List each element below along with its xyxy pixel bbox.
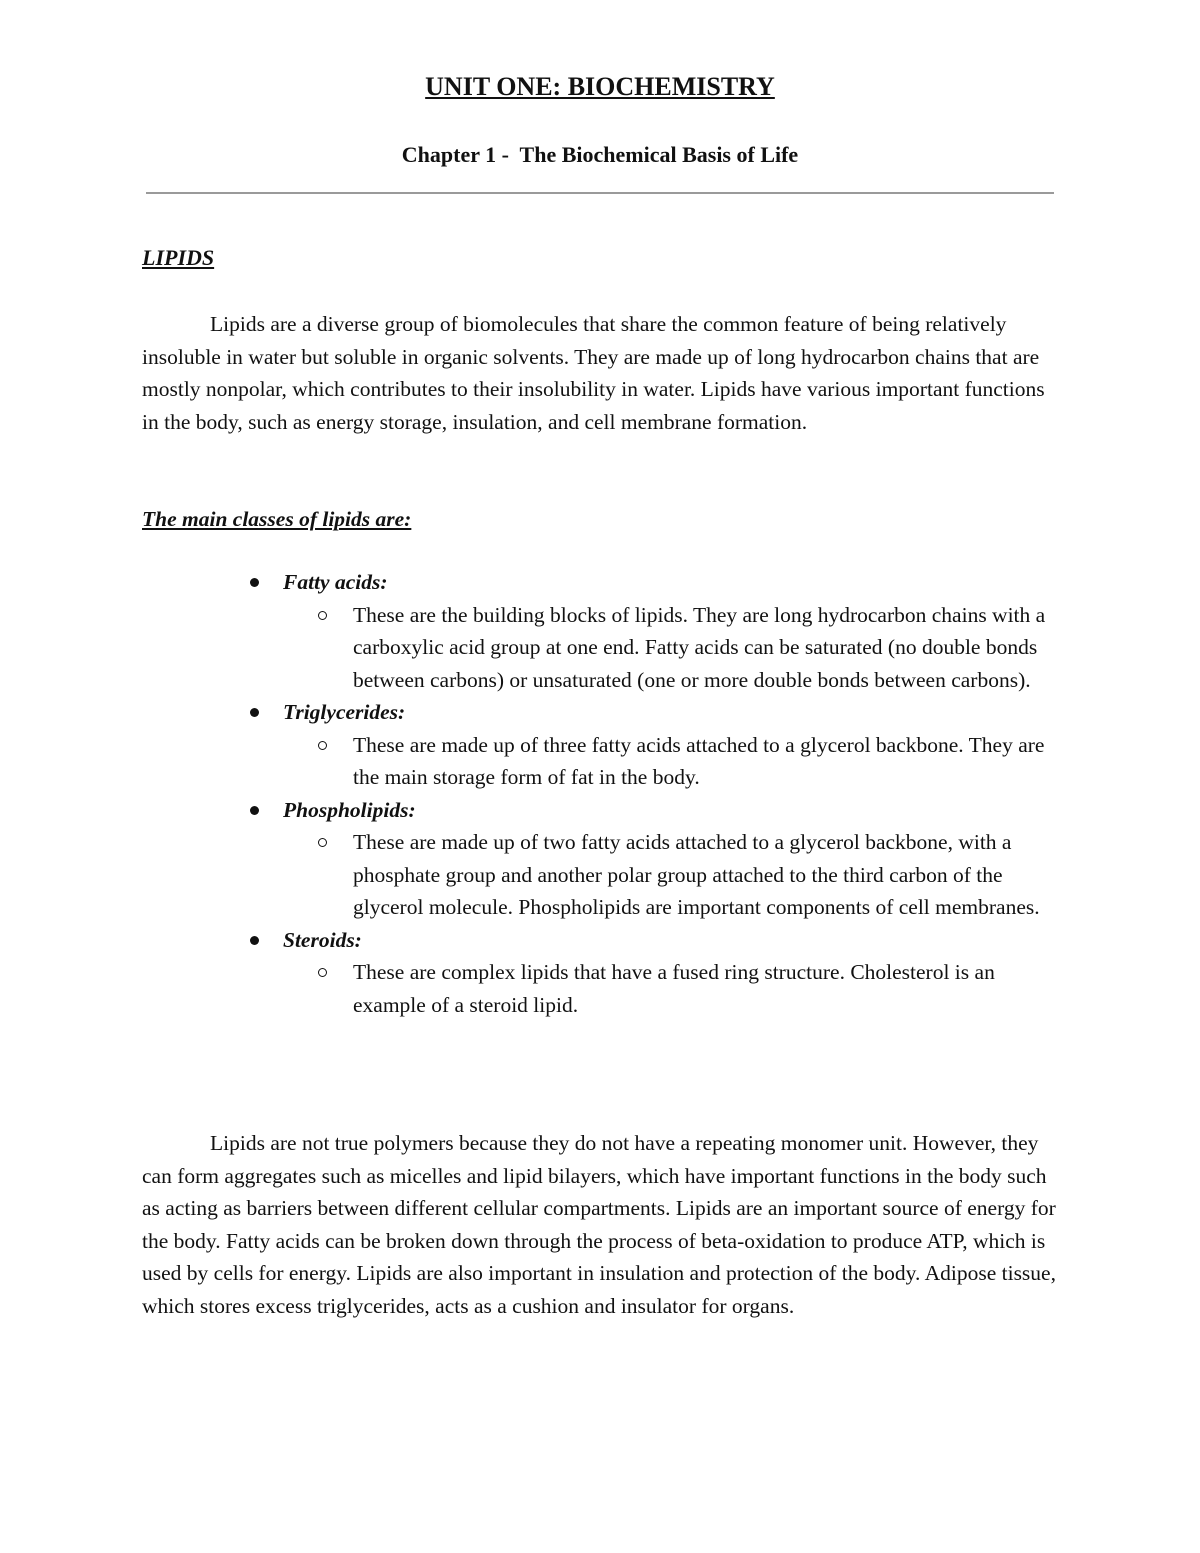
intro-paragraph xyxy=(142,308,1062,438)
intro-paragraph-text: Lipids are a diverse group of biomolecules that share the common feature of being relatively insoluble in water but soluble in organic solvents. They are made up of long hydrocarbon chains that are mostly nonpolar, which contributes to their insolubility in water. Lipids have various important functions in the body, such as energy storage, insulation, and cell membrane formation. xyxy=(142,312,1045,434)
bullet-circle-icon xyxy=(318,838,327,847)
list-item-steroids xyxy=(0,924,1200,1022)
closing-paragraph-text: Lipids are not true polymers because they do not have a repeating monomer unit. However, they can form aggregates such as micelles and lipid bilayers, which have important functions in the body such as acting as barriers between different cellular compartments. Lipids are an important source of energy for the body. Fatty acids can be broken down through the process of beta-oxidation to produce ATP, which is used by cells for energy. Lipids are also important in insulation and protection of the body. Adipose tissue, which stores excess triglycerides, acts as a cushion and insulator for organs. xyxy=(142,1131,1056,1318)
class-description: These are complex lipids that have a fused ring structure. Cholesterol is an example of a steroid lipid. xyxy=(353,960,995,1017)
closing-paragraph xyxy=(142,1127,1062,1322)
list-item-fatty-acids xyxy=(0,566,1200,696)
class-name: Triglycerides: xyxy=(283,700,406,724)
unit-title: UNIT ONE: BIOCHEMISTRY xyxy=(425,72,775,101)
horizontal-rule xyxy=(146,192,1054,194)
section-heading-lipids: LIPIDS xyxy=(142,245,215,270)
class-description: These are the building blocks of lipids. They are long hydrocarbon chains with a carboxylic acid group at one end. Fatty acids can be saturated (no double bonds between carbons) or unsaturated (one or more double bonds between carbons). xyxy=(353,602,1046,692)
class-name: Steroids: xyxy=(283,927,362,952)
classes-heading: The main classes of lipids are: xyxy=(142,507,412,531)
list-item-triglycerides xyxy=(0,696,1200,794)
bullet-circle-icon xyxy=(318,968,327,977)
class-description: These are made up of two fatty acids attached to a glycerol backbone, with a phosphate group and another polar group attached to the third carbon of the glycerol molecule. Phospholipids are important components of cell membranes. xyxy=(353,830,1040,919)
bullet-dot-icon xyxy=(250,936,259,945)
class-description: These are made up of three fatty acids attached to a glycerol backbone. They are the main storage form of fat in the body. xyxy=(353,732,1045,789)
bullet-circle-icon xyxy=(318,611,327,620)
class-name: Phospholipids: xyxy=(283,797,416,822)
list-item-phospholipids xyxy=(0,794,1200,924)
bullet-dot-icon xyxy=(250,806,259,815)
chapter-title: Chapter 1 - The Biochemical Basis of Life xyxy=(401,142,799,167)
bullet-dot-icon xyxy=(250,578,259,587)
lipid-classes-list xyxy=(0,566,1200,1021)
bullet-circle-icon xyxy=(318,741,327,750)
bullet-dot-icon xyxy=(250,708,259,717)
class-name: Fatty acids: xyxy=(283,570,388,594)
